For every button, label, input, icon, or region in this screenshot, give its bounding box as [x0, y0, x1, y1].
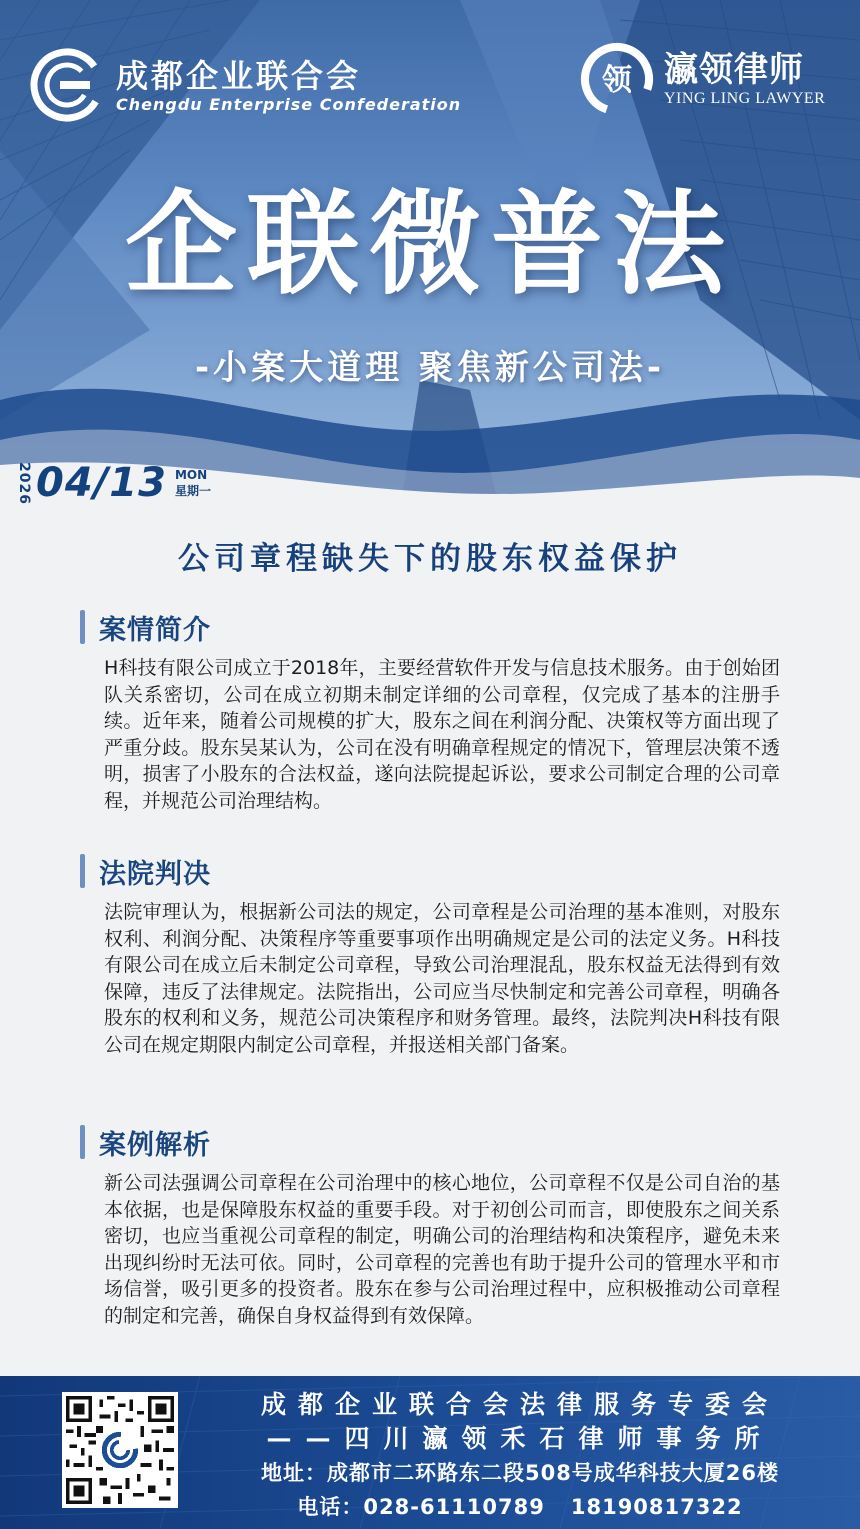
phone-label: 电话： [297, 1495, 364, 1519]
section-text: H科技有限公司成立于2018年，主要经营软件开发与信息技术服务。由于创始团队关系密切，公司在成立初期未制定详细的公司章程，仅完成了基本的注册手续。近年来，随着公司规模的扩大，股东之间在利润分配、决策权等方面出现了严重分歧。股东吴某认为，公司在没有明确章程规定的情况下，管理层决策不透明，损害了小股东的合法权益，遂向法院提起诉讼，要求公司制定合理的公司章程，并规范公司治理结构。 [104, 657, 780, 812]
address-value: 成都市二环路东二段508号成华科技大厦26楼 [326, 1461, 780, 1485]
section-bar [80, 1125, 85, 1159]
poster-subtitle: -小案大道理 聚焦新公司法- [194, 348, 666, 388]
address-label: 地址： [260, 1461, 327, 1485]
qr-code[interactable] [62, 1392, 178, 1508]
chengdu-enterprise-logo [30, 48, 461, 122]
org-left-name-en: Chengdu Enterprise Confederation [116, 94, 462, 114]
section-bar [80, 854, 85, 888]
phone-1: 028-61110789 [363, 1495, 545, 1519]
section-text: 新公司法强调公司章程在公司治理中的核心地位，公司章程不仅是公司自治的基本依据，也是保障股东权益的重要手段。对于初创公司而言，即使股东之间关系密切，也应当重视公司章程的制定，明确公司的治理结构和决策程序，避免未来出现纠纷时无法可依。同时，公司章程的完善也有助于提升公司的管理水平和市场信誉，吸引更多的投资者。股东在参与公司治理过程中，应积极推动公司章程的制定和完善，确保自身权益得到有效保障。 [104, 1172, 780, 1327]
footer-address [200, 1456, 840, 1490]
section-title: 案情简介 [99, 614, 211, 646]
date-stamp [16, 460, 211, 506]
date-year: 2026 [16, 461, 32, 505]
footer-phone [200, 1490, 840, 1524]
section-bar [80, 610, 85, 644]
section-text: 法院审理认为，根据新公司法的规定，公司章程是公司治理的基本准则，对股东权利、利润分配、决策程序等重要事项作出明确规定是公司的法定义务。H科技有限公司在成立后未制定公司章程，导致公司治理混乱，股东权益无法得到有效保障，违反了法律规定。法院指出，公司应当尽快制定和完善公司章程，明确各股东的权利和义务，规范公司决策程序和财务管理。最终，法院判决H科技有限公司在规定期限内制定公司章程，并报送相关部门备案。 [104, 901, 780, 1056]
section-case-summary [80, 607, 780, 814]
footer-firm: ——四川瀛领禾石律师事务所 [266, 1424, 774, 1453]
footer [0, 1376, 860, 1529]
phone-2: 18190817322 [570, 1495, 743, 1519]
section-court-ruling [80, 851, 780, 1058]
hero-banner [0, 0, 860, 510]
section-case-analysis [80, 1122, 780, 1329]
section-title: 法院判决 [99, 858, 211, 890]
weekday-cn: 星期一 [174, 484, 211, 498]
section-heading [80, 1122, 780, 1162]
org-right-name-cn: 瀛领律师 [664, 50, 804, 90]
qr-code-icon [66, 1396, 174, 1504]
section-title: 案例解析 [99, 1129, 211, 1161]
yingling-seal-icon [578, 40, 656, 118]
yingling-logo [578, 40, 825, 118]
article-title: 公司章程缺失下的股东权益保护 [178, 541, 682, 577]
section-heading [80, 851, 780, 891]
weekday-en: MON [174, 468, 208, 482]
seal-char: 领 [602, 63, 632, 98]
section-heading [80, 607, 780, 647]
chengdu-enterprise-logo-icon [30, 48, 104, 122]
org-right-name-en: YING LING LAWYER [664, 90, 826, 107]
footer-info [200, 1388, 840, 1524]
date-month-day: 04/13 [36, 460, 167, 506]
org-left-name-cn: 成都企业联合会 [116, 56, 362, 95]
date-weekday [175, 467, 211, 499]
footer-org: 成都企业联合会法律服务专委会 [260, 1390, 779, 1419]
poster-title: 企联微普法 [125, 179, 735, 310]
